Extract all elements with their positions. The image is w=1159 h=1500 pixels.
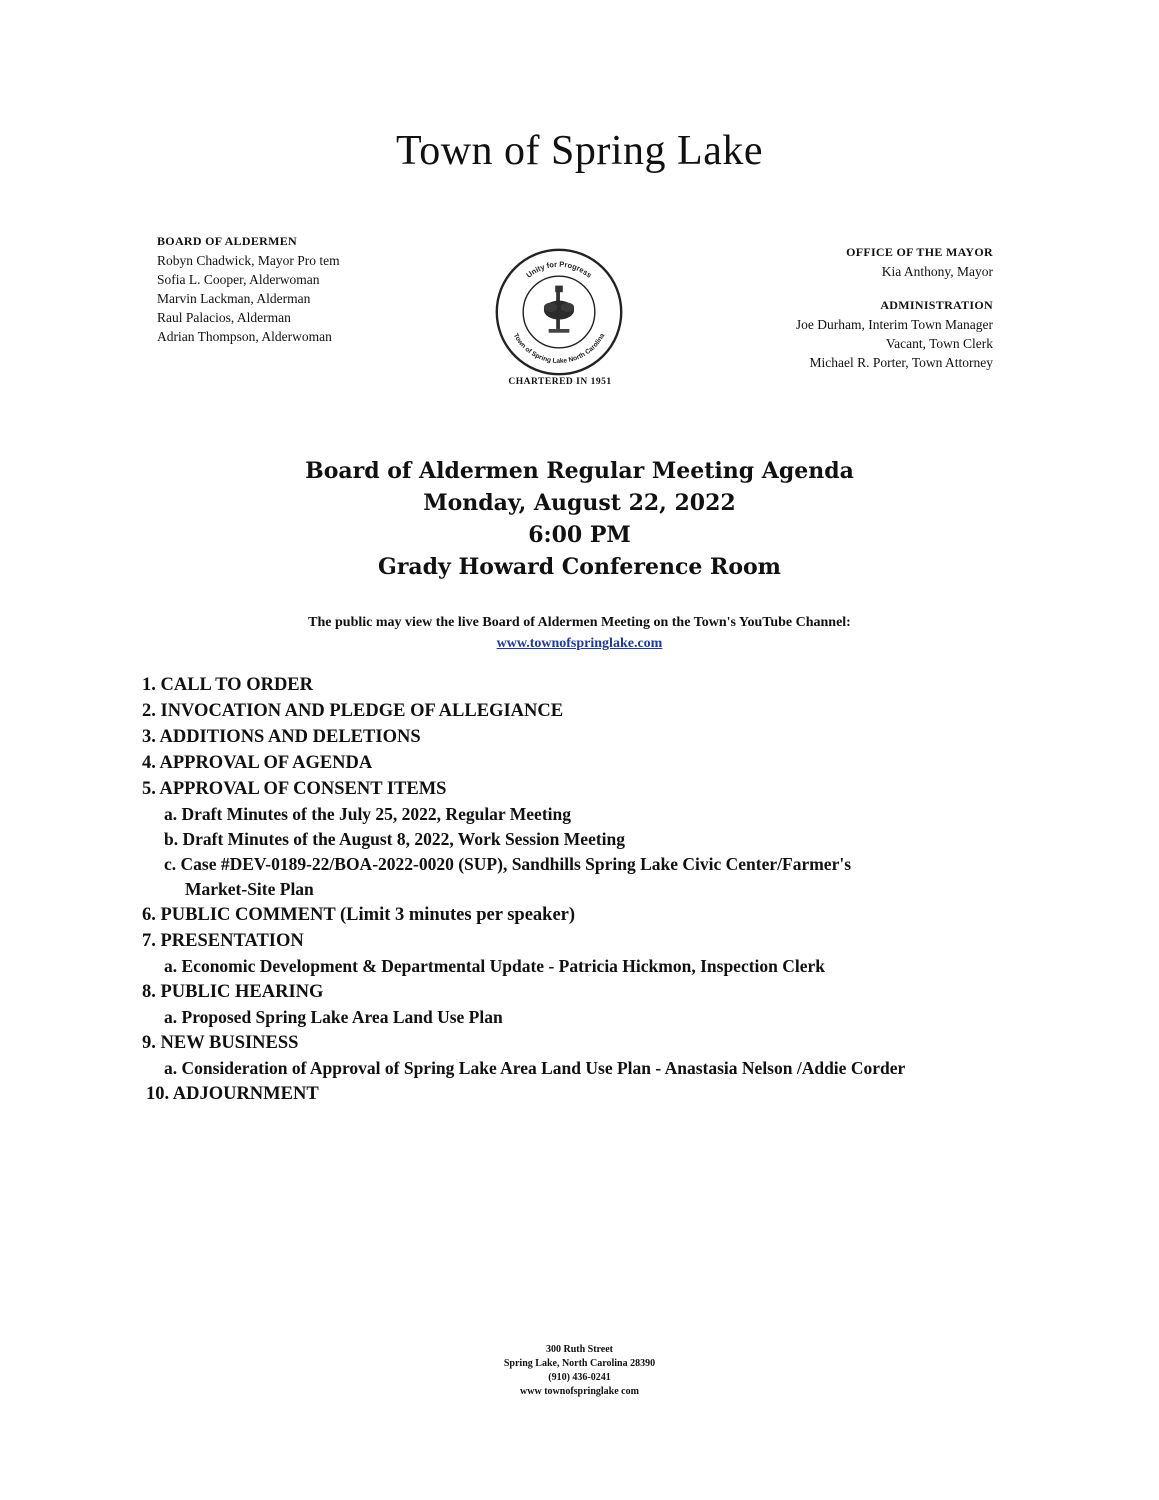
board-member: Marvin Lackman, Alderman [157, 291, 311, 306]
seal-top-text: Unity for Progress [524, 259, 594, 280]
meeting-time: 6:00 PM [528, 522, 631, 548]
administration-member: Joe Durham, Interim Town Manager [795, 317, 993, 332]
agenda-item: 6. PUBLIC COMMENT (Limit 3 minutes per speaker) [142, 905, 576, 925]
town-seal [489, 246, 629, 386]
mayor-and-administration [796, 243, 993, 372]
agenda-item: 5. APPROVAL OF CONSENT ITEMS [142, 779, 447, 799]
notice-text: The public may view the live Board of Aldermen Meeting on the Town's YouTube Channel: [308, 615, 851, 630]
agenda-item: 3. ADDITIONS AND DELETIONS [142, 727, 421, 747]
agenda-item: 10. ADJOURNMENT [146, 1084, 319, 1104]
chartered-text: CHARTERED IN 1951 [508, 377, 612, 387]
meeting-title: Board of Aldermen Regular Meeting Agenda [305, 458, 854, 484]
board-heading: BOARD OF ALDERMEN [157, 234, 297, 248]
mayor-heading: OFFICE OF THE MAYOR [846, 245, 993, 259]
meeting-location: Grady Howard Conference Room [378, 554, 781, 580]
agenda-item: 4. APPROVAL OF AGENDA [142, 753, 373, 773]
administration-member: Vacant, Town Clerk [885, 336, 993, 351]
board-of-aldermen [157, 232, 340, 346]
meeting-info [0, 455, 1159, 583]
footer-city: Spring Lake, North Carolina 28390 [503, 1358, 656, 1369]
board-member: Robyn Chadwick, Mayor Pro tem [157, 253, 340, 268]
board-member: Adrian Thompson, Alderwoman [157, 329, 332, 344]
board-member: Raul Palacios, Alderman [157, 310, 291, 325]
administration-member: Michael R. Porter, Town Attorney [809, 355, 993, 370]
seal-ring-text: Town of Spring Lake North Carolina [511, 332, 607, 365]
agenda-item: 9. NEW BUSINESS [142, 1033, 299, 1053]
footer-web: www townofspringlake com [520, 1386, 639, 1397]
meeting-date: Monday, August 22, 2022 [423, 490, 736, 516]
agenda-list [142, 672, 1022, 1107]
page-title: Town of Spring Lake [396, 128, 763, 174]
agenda-subitem: a. Proposed Spring Lake Area Land Use Plan [164, 1007, 503, 1027]
agenda-item: 7. PRESENTATION [142, 931, 304, 951]
agenda-item: 2. INVOCATION AND PLEDGE OF ALLEGIANCE [142, 701, 564, 721]
board-member: Sofia L. Cooper, Alderwoman [157, 272, 320, 287]
footer-address [0, 1343, 1159, 1399]
mayor-member: Kia Anthony, Mayor [881, 264, 993, 279]
footer-phone: (910) 436-0241 [548, 1372, 611, 1383]
agenda-item: 1. CALL TO ORDER [142, 675, 313, 695]
agenda-subitem: a. Draft Minutes of the July 25, 2022, Regular Meeting [164, 804, 571, 824]
public-notice [0, 612, 1159, 654]
agenda-subitem: a. Economic Development & Departmental Update - Patricia Hickmon, Inspection Clerk [164, 956, 826, 976]
website-link[interactable]: www.townofspringlake.com [496, 636, 663, 651]
footer-street: 300 Ruth Street [545, 1344, 614, 1355]
seal-icon [493, 246, 625, 378]
agenda-subitem: c. Case #DEV-0189-22/BOA-2022-0020 (SUP), Sandhills Spring Lake Civic Center/Farmer's [164, 854, 852, 874]
agenda-subitem: b. Draft Minutes of the August 8, 2022, Work Session Meeting [164, 829, 626, 849]
agenda-item: 8. PUBLIC HEARING [142, 982, 324, 1002]
agenda-subitem-continued: Market-Site Plan [185, 879, 314, 899]
administration-heading: ADMINISTRATION [880, 298, 993, 312]
seal-emblem [523, 276, 595, 348]
agenda-subitem: a. Consideration of Approval of Spring Lake Area Land Use Plan - Anastasia Nelson /Addie Corder [164, 1058, 906, 1078]
svg-text:Town of Spring Lake North Caro [512, 332, 607, 365]
